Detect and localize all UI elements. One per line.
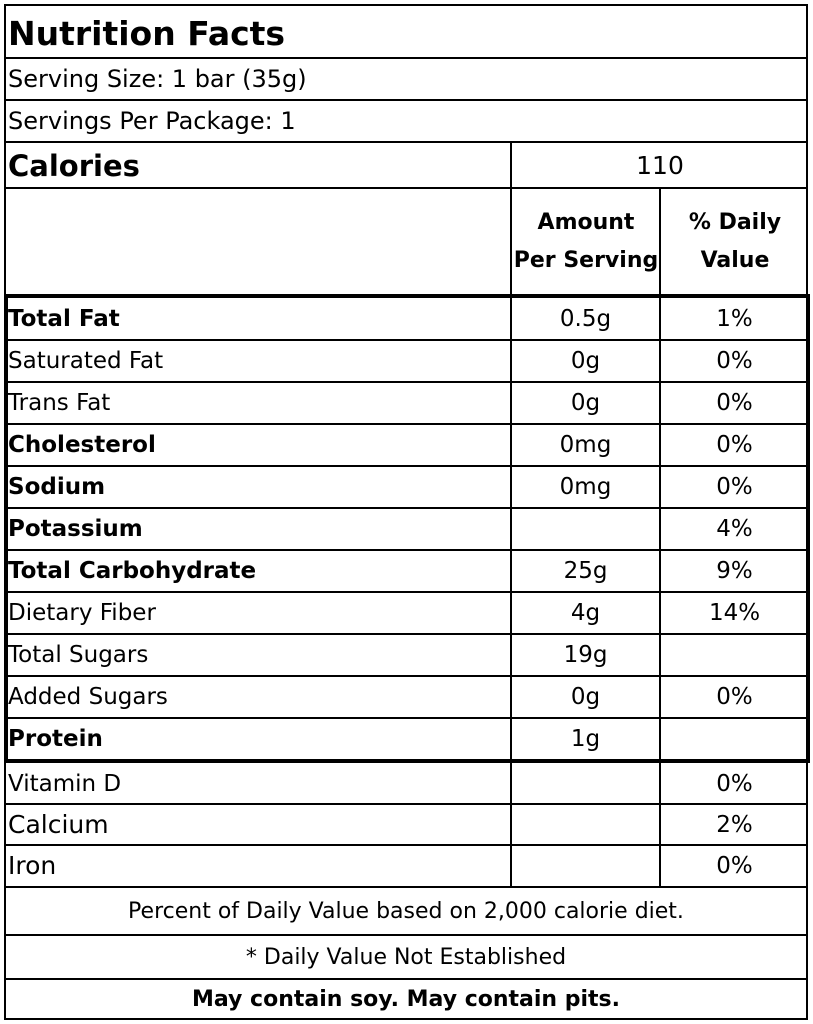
nutrient-name: Total Carbohydrate xyxy=(8,558,257,584)
nutrient-amount: 0mg xyxy=(559,474,612,500)
nutrient-name: Trans Fat xyxy=(8,390,111,416)
nutrient-daily-value: 0% xyxy=(716,390,753,416)
vitamin-daily-value: 0% xyxy=(716,770,753,797)
serving-size: Serving Size: 1 bar (35g) xyxy=(8,65,307,93)
dv-header-line2: Value xyxy=(700,248,770,273)
nutrient-amount: 0.5g xyxy=(559,306,612,332)
daily-value-header xyxy=(662,189,808,295)
nutrient-name: Saturated Fat xyxy=(8,348,164,374)
vitamin-name: Calcium xyxy=(8,810,109,839)
nutrient-name: Cholesterol xyxy=(8,432,156,458)
nutrient-daily-value xyxy=(661,634,808,676)
nutrient-amount: 0g xyxy=(570,390,601,416)
vitamin-daily-value: 2% xyxy=(716,811,753,838)
nutrient-name: Sodium xyxy=(8,474,106,500)
nutrient-daily-value: 0% xyxy=(716,348,753,374)
nutrient-daily-value: 14% xyxy=(708,600,761,626)
nutrient-daily-value: 4% xyxy=(716,516,753,542)
nutrient-name: Potassium xyxy=(8,516,143,542)
nutrient-daily-value: 0% xyxy=(716,432,753,458)
nutrient-amount: 1g xyxy=(570,726,601,752)
amount-per-serving-header xyxy=(512,189,660,295)
nutrient-name: Protein xyxy=(8,726,103,752)
dv-header-line1: % Daily xyxy=(688,210,782,235)
vitamin-name: Vitamin D xyxy=(8,770,122,797)
vitamin-daily-value: 0% xyxy=(716,852,753,879)
not-established-footnote: * Daily Value Not Established xyxy=(245,944,567,970)
amount-header-line1: Amount xyxy=(537,210,635,235)
nutrient-amount: 19g xyxy=(563,642,608,668)
nutrient-daily-value xyxy=(661,718,808,760)
amount-header-line2: Per Serving xyxy=(513,248,659,273)
allergen-note: May contain soy. May contain pits. xyxy=(191,986,620,1012)
nutrient-daily-value: 0% xyxy=(716,684,753,710)
nutrient-daily-value: 9% xyxy=(716,558,753,584)
nutrient-amount: 25g xyxy=(563,558,608,584)
nutrient-amount: 0mg xyxy=(559,432,612,458)
nutrient-amount xyxy=(512,508,659,550)
calories-value: 110 xyxy=(636,151,684,180)
nutrient-name: Dietary Fiber xyxy=(8,600,156,626)
nutrient-amount: 0g xyxy=(570,684,601,710)
nutrient-daily-value: 1% xyxy=(716,306,753,332)
daily-value-footnote: Percent of Daily Value based on 2,000 calorie diet. xyxy=(128,898,684,924)
nutrient-daily-value: 0% xyxy=(716,474,753,500)
nutrient-name: Added Sugars xyxy=(8,684,168,710)
nutrient-name: Total Fat xyxy=(8,306,120,332)
nutrient-name: Total Sugars xyxy=(8,642,149,668)
label-title: Nutrition Facts xyxy=(8,13,286,53)
servings-per-package: Servings Per Package: 1 xyxy=(8,107,296,135)
calories-label: Calories xyxy=(8,148,140,183)
nutrient-amount: 4g xyxy=(570,600,601,626)
nutrient-amount: 0g xyxy=(570,348,601,374)
vitamin-name: Iron xyxy=(8,851,57,880)
